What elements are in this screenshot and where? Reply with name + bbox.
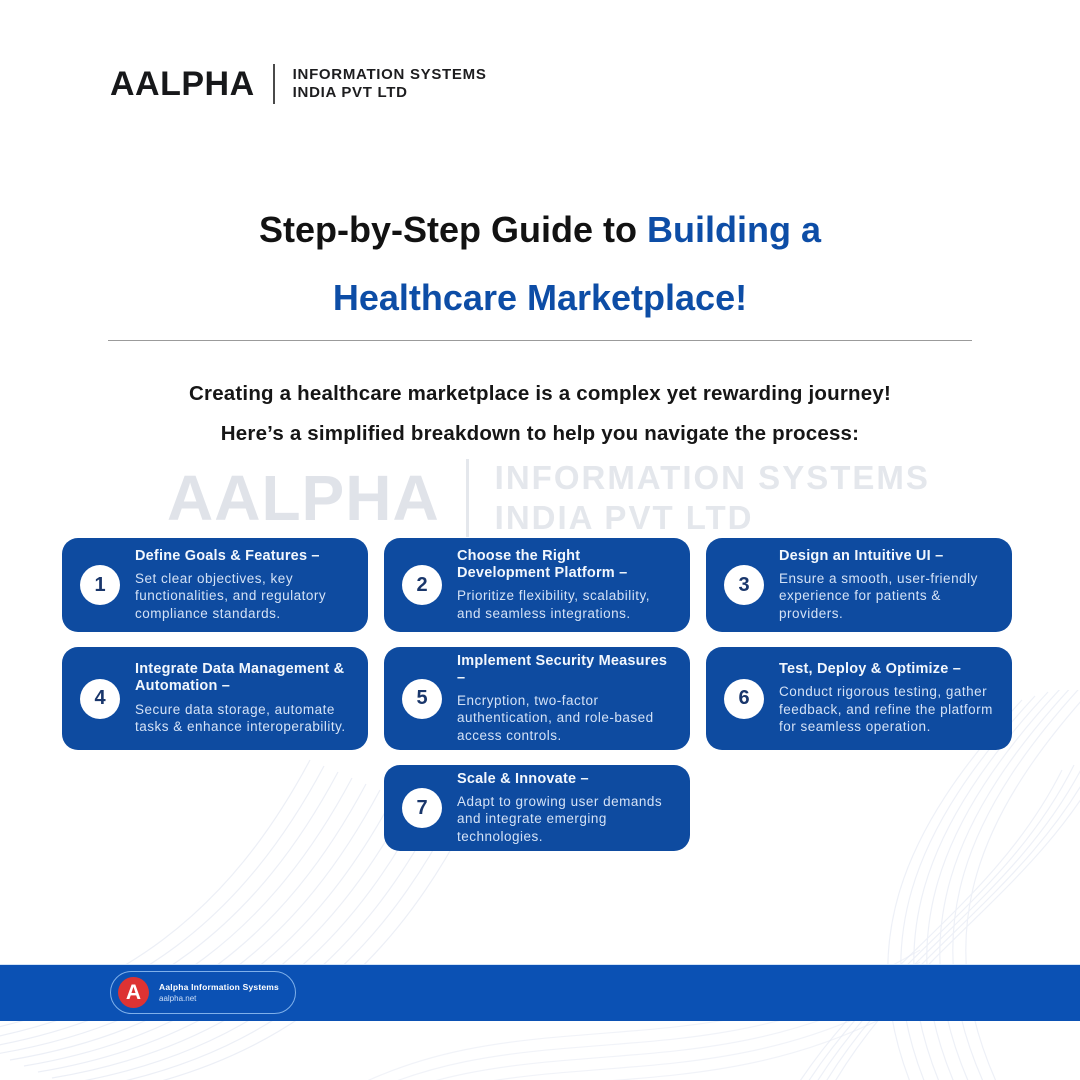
a-monogram-icon: A (118, 977, 149, 1008)
step-card-1 (62, 538, 368, 632)
watermark-tagline-line1: INFORMATION SYSTEMS (494, 459, 930, 496)
step-text (457, 771, 674, 846)
step-number-badge: 2 (402, 565, 442, 605)
brand-tagline (293, 66, 487, 102)
intro-text (0, 374, 1080, 454)
step-body: Conduct rigorous testing, gather feedback, and refine the platform for seamless operation. (779, 684, 993, 735)
footer-brand-name: Aalpha Information Systems (159, 981, 279, 992)
step-title: Implement Security Measures – (457, 652, 668, 686)
brand-wordmark: AALPHA (110, 64, 255, 103)
step-title: Integrate Data Management & Automation – (135, 661, 345, 695)
step-text (779, 661, 996, 736)
step-number-badge: 3 (724, 565, 764, 605)
step-number-badge: 6 (724, 679, 764, 719)
step-text (135, 548, 352, 623)
step-body: Secure data storage, automate tasks & enhance interoperability. (135, 701, 346, 735)
footer-brand-url: aalpha.net (159, 994, 197, 1004)
step-text (135, 661, 352, 735)
step-title: Test, Deploy & Optimize – (779, 661, 961, 678)
watermark-tagline-line2: INDIA PVT LTD (494, 499, 754, 536)
step-number-badge: 7 (402, 788, 442, 828)
brand-logo (110, 64, 487, 104)
footer-brand-text (159, 982, 279, 1004)
step-number-badge: 4 (80, 679, 120, 719)
step-body: Encryption, two-factor authentication, and role-based access controls. (457, 692, 654, 743)
step-card-7 (384, 765, 690, 851)
step-number-badge: 5 (402, 679, 442, 719)
step-text (779, 548, 996, 623)
step-card-6 (706, 647, 1012, 750)
step-body: Prioritize flexibility, scalability, and seamless integrations. (457, 588, 651, 621)
watermark-wordmark: AALPHA (167, 462, 440, 534)
title-accent-text: Building a (647, 209, 821, 250)
title-black-text: Step-by-Step Guide to (258, 209, 647, 250)
step-body: Adapt to growing user demands and integrate emerging technologies. (457, 793, 663, 844)
step-card-5 (384, 647, 690, 750)
step-text (457, 548, 674, 622)
step-title: Design an Intuitive UI – (779, 547, 944, 564)
step-card-2 (384, 538, 690, 632)
page-title-line1 (0, 196, 1080, 264)
step-text (457, 653, 674, 745)
page-title (0, 196, 1080, 332)
step-body: Set clear objectives, key functionalities, and regulatory compliance standards. (135, 570, 327, 621)
step-card-3 (706, 538, 1012, 632)
step-title: Scale & Innovate – (457, 770, 589, 787)
step-title: Define Goals & Features – (135, 547, 320, 564)
footer-brand-badge[interactable] (110, 971, 296, 1014)
step-body: Ensure a smooth, user-friendly experience for patients & providers. (779, 570, 978, 621)
watermark-divider (466, 459, 469, 537)
intro-line1: Creating a healthcare marketplace is a complex yet rewarding journey! (189, 382, 891, 405)
brand-tagline-line1: INFORMATION SYSTEMS (292, 66, 487, 83)
logo-divider (273, 64, 275, 104)
step-title: Choose the Right Development Platform – (457, 547, 628, 581)
steps-grid (62, 538, 1012, 851)
step-number-badge: 1 (80, 565, 120, 605)
brand-tagline-line2: INDIA PVT LTD (292, 84, 408, 101)
brand-watermark (167, 458, 930, 538)
step-card-4 (62, 647, 368, 750)
watermark-tagline (495, 458, 930, 538)
footer-bar (0, 964, 1080, 1021)
intro-line2: Here’s a simplified breakdown to help you navigate the process: (220, 422, 860, 445)
page-title-line2: Healthcare Marketplace! (332, 277, 748, 318)
title-divider-line (108, 340, 972, 341)
